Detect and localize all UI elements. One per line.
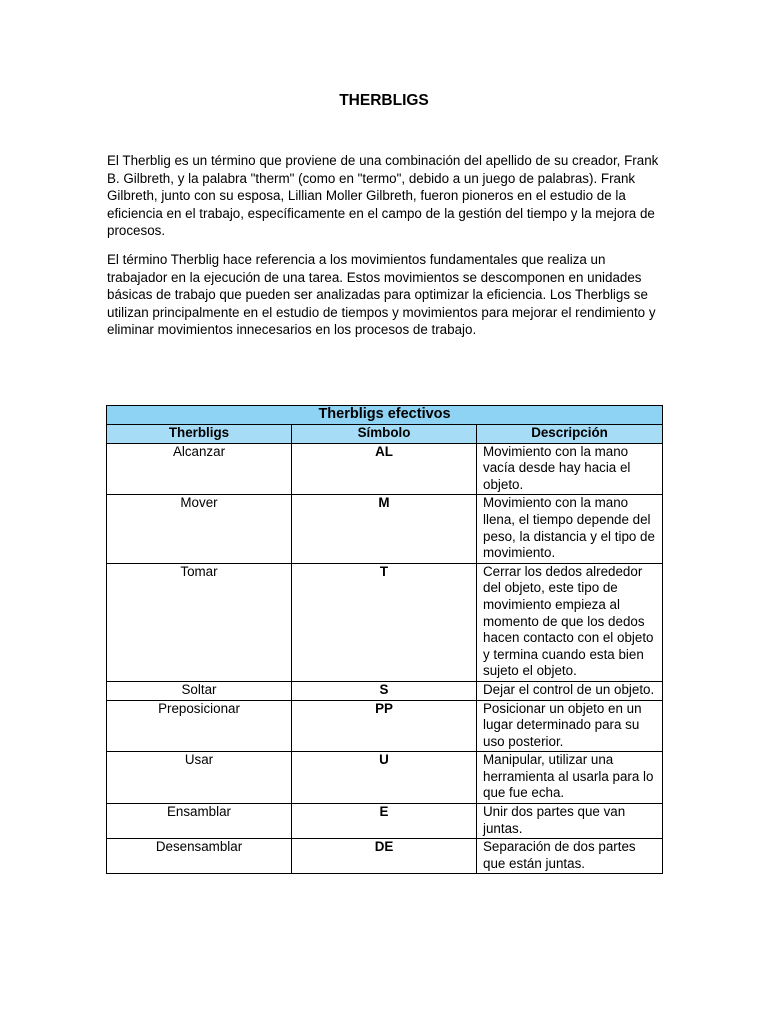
therblig-symbol: PP (292, 700, 477, 752)
table-row (107, 495, 663, 563)
table-row (107, 839, 663, 874)
therblig-description: Cerrar los dedos alrededor del objeto, este tipo de movimiento empieza al momento de que los dedos hacen contacto con el objeto y termina cuando esta bien sujeto el objeto. (477, 563, 663, 681)
table-row (107, 700, 663, 752)
column-header-simbolo: Símbolo (292, 425, 477, 444)
table-row (107, 681, 663, 700)
therblig-name: Alcanzar (107, 443, 292, 495)
therblig-name: Usar (107, 752, 292, 804)
column-header-descripcion: Descripción (477, 425, 663, 444)
therblig-symbol: AL (292, 443, 477, 495)
therblig-symbol: DE (292, 839, 477, 874)
column-header-therbligs: Therbligs (107, 425, 292, 444)
therblig-symbol: S (292, 681, 477, 700)
table-caption-row (107, 406, 663, 425)
table-row (107, 804, 663, 839)
therbligs-table (106, 405, 663, 874)
table-header-row (107, 425, 663, 444)
therblig-name: Preposicionar (107, 700, 292, 752)
therblig-description: Manipular, utilizar una herramienta al usarla para lo que fue echa. (477, 752, 663, 804)
table-row (107, 443, 663, 495)
therblig-description: Posicionar un objeto en un lugar determinado para su uso posterior. (477, 700, 663, 752)
table-caption: Therbligs efectivos (107, 406, 663, 425)
therblig-description: Separación de dos partes que están juntas. (477, 839, 663, 874)
table-row (107, 752, 663, 804)
therblig-name: Soltar (107, 681, 292, 700)
therblig-symbol: M (292, 495, 477, 563)
therblig-description: Movimiento con la mano vacía desde hay hacia el objeto. (477, 443, 663, 495)
therblig-symbol: T (292, 563, 477, 681)
table-row (107, 563, 663, 681)
intro-paragraph: El Therblig es un término que proviene de una combinación del apellido de su creador, Frank B. Gilbreth, y la palabra "therm" (como en "termo", debido a un juego de palabras). Frank Gilbreth, junto con su esposa, Lillian Moller Gilbreth, fueron pioneros en el estudio de la eficiencia en el trabajo, específicamente en el campo de la gestión del tiempo y la mejora de procesos. (107, 153, 659, 239)
therblig-name: Ensamblar (107, 804, 292, 839)
therblig-description: Movimiento con la mano llena, el tiempo depende del peso, la distancia y el tipo de movimiento. (477, 495, 663, 563)
definition-paragraph: El término Therblig hace referencia a los movimientos fundamentales que realiza un trabajador en la ejecución de una tarea. Estos movimientos se descomponen en unidades básicas de trabajo que pueden ser analizadas para optimizar la eficiencia. Los Therbligs se utilizan principalmente en el estudio de tiempos y movimientos para mejorar el rendimiento y eliminar movimientos innecesarios en los procesos de trabajo. (107, 252, 656, 338)
therblig-name: Desensamblar (107, 839, 292, 874)
therblig-description: Unir dos partes que van juntas. (477, 804, 663, 839)
therblig-name: Mover (107, 495, 292, 563)
therblig-name: Tomar (107, 563, 292, 681)
page-title: THERBLIGS (339, 92, 429, 109)
therblig-description: Dejar el control de un objeto. (477, 681, 663, 700)
therblig-symbol: U (292, 752, 477, 804)
therblig-symbol: E (292, 804, 477, 839)
